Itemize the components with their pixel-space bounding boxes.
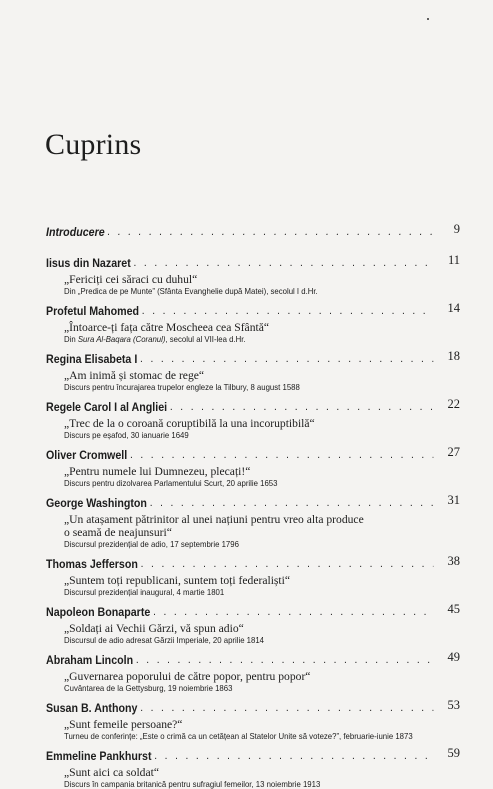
toc-entry-name: George Washington — [46, 497, 147, 510]
speech-quote: „Pentru numele lui Dumnezeu, plecați!“ — [64, 465, 251, 478]
leader-dots — [140, 702, 433, 715]
toc-entry-anthony — [46, 698, 460, 741]
leader-dots — [134, 257, 434, 270]
leader-dots — [141, 558, 434, 571]
speech-quote: „Suntem toți republicani, suntem toți federaliști“ — [64, 574, 291, 587]
speech-source: Discurs pe eșafod, 30 ianuarie 1649 — [64, 430, 189, 440]
toc-entry-name: Regele Carol I al Angliei — [46, 401, 168, 414]
toc-entry-pankhurst — [46, 746, 460, 789]
toc-entry-name: Oliver Cromwell — [46, 449, 128, 462]
toc-entry-elisabeta — [46, 349, 460, 392]
toc-entry-name: Regina Elisabeta I — [46, 353, 138, 366]
speech-source: Cuvântarea de la Gettysburg, 19 noiembrie 1863 — [64, 683, 233, 693]
toc-entry-washington — [46, 493, 460, 549]
leader-dots — [142, 305, 434, 318]
toc-page-number: 22 — [447, 397, 460, 411]
speech-quote: „Am inimă și stomac de rege“ — [64, 369, 205, 382]
leader-dots — [140, 353, 433, 366]
speech-source: Discursul prezidențial inaugural, 4 martie 1801 — [64, 587, 225, 597]
leader-dots — [107, 226, 433, 239]
speech-quote: „Trec de la o coroană coruptibilă la una incoruptibilă“ — [64, 417, 315, 430]
toc-entry-introducere — [46, 222, 460, 239]
leader-dots — [136, 654, 433, 667]
speech-quote: „Întoarce-ți fața către Moscheea cea Sfântă“ — [64, 321, 270, 334]
toc-entry-name: Susan B. Anthony — [46, 702, 138, 715]
toc-page-number: 31 — [447, 493, 460, 507]
leader-dots — [170, 401, 433, 414]
speech-quote: „Sunt aici ca soldat“ — [64, 766, 159, 779]
scan-speck — [427, 18, 429, 20]
speech-quote: „Guvernarea poporului de către popor, pentru popor“ — [64, 670, 311, 683]
toc-page-number: 45 — [447, 602, 460, 616]
toc-entry-name: Introducere — [46, 226, 105, 239]
toc-entry-name: Thomas Jefferson — [46, 558, 138, 571]
toc-page-number: 49 — [447, 650, 460, 664]
speech-source: Discurs pentru încurajarea trupelor engleze la Tilbury, 8 august 1588 — [64, 382, 300, 392]
speech-source: Discursul prezidențial de adio, 17 septembrie 1796 — [64, 539, 239, 549]
speech-source: Discurs pentru dizolvarea Parlamentului Scurt, 20 aprilie 1653 — [64, 478, 278, 488]
toc-page-number: 9 — [453, 222, 460, 236]
toc-page-number: 18 — [447, 349, 460, 363]
toc-page-number: 27 — [447, 445, 460, 459]
toc-entry-napoleon — [46, 602, 460, 645]
toc-entry-lincoln — [46, 650, 460, 693]
speech-quote-continued: o seamă de neajunsuri“ — [64, 526, 172, 539]
toc-entry-carol — [46, 397, 460, 440]
toc-entry-mahomed — [46, 301, 460, 344]
leader-dots — [150, 497, 434, 510]
speech-quote: „Soldați ai Vechii Gărzi, vă spun adio“ — [64, 622, 244, 635]
toc-entry-name: Iisus din Nazaret — [46, 257, 131, 270]
toc-entry-name: Napoleon Bonaparte — [46, 606, 151, 619]
speech-quote: „Sunt femeile persoane?“ — [64, 718, 183, 731]
toc-entry-iisus — [46, 253, 460, 296]
speech-source: Discursul de adio adresat Gărzii Imperiale, 20 aprilie 1814 — [64, 635, 265, 645]
toc-page-number: 59 — [447, 746, 460, 760]
speech-quote: „Un atașament pătrinitor al unei națiuni pentru vreo alta produce — [64, 513, 364, 526]
toc-page-number: 38 — [447, 554, 460, 568]
page-title: Cuprins — [45, 128, 142, 161]
toc-page-number: 11 — [447, 253, 460, 267]
toc-entry-cromwell — [46, 445, 460, 488]
toc-entry-jefferson — [46, 554, 460, 597]
toc-entry-name: Profetul Mahomed — [46, 305, 140, 318]
leader-dots — [130, 449, 433, 462]
speech-source: Discurs în campania britanică pentru sufragiul femeilor, 13 noiembrie 1913 — [64, 779, 321, 789]
toc-entry-name: Abraham Lincoln — [46, 654, 134, 667]
toc-page-number: 53 — [447, 698, 460, 712]
leader-dots — [154, 750, 433, 763]
leader-dots — [153, 606, 433, 619]
toc-entry-name: Emmeline Pankhurst — [46, 750, 152, 763]
speech-quote: „Fericiți cei săraci cu duhul“ — [64, 273, 198, 286]
speech-source: Turneu de conferințe: „Este o crimă ca un cetățean al Statelor Unite să voteze?”, februarie-iunie 1873 — [64, 731, 413, 741]
speech-source: Din „Predica de pe Munte” (Sfânta Evanghelie după Matei), secolul I d.Hr. — [64, 286, 318, 296]
table-of-contents — [46, 222, 460, 789]
toc-page-number: 14 — [447, 301, 460, 315]
speech-source: Din Sura Al-Baqara (Coranul), secolul al VII-lea d.Hr. — [64, 334, 246, 344]
